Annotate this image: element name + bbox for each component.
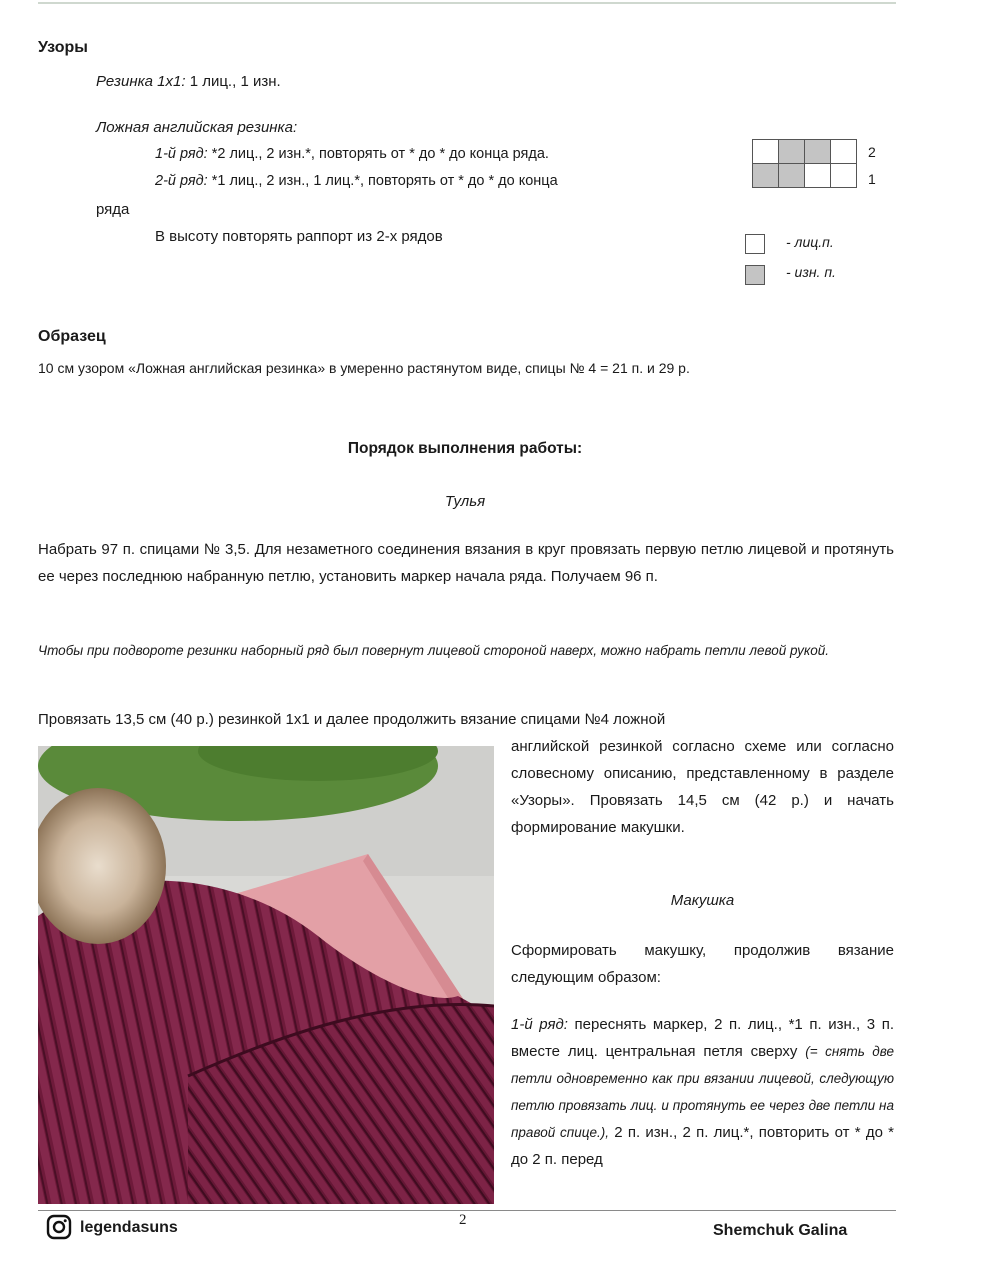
chart-cell-purl [805,140,831,164]
false-rib-title: Ложная английская резинка: [96,119,298,136]
chart-cell-purl [779,164,805,188]
sample-heading: Образец [38,328,106,345]
sample-text: 10 см узором «Ложная английская резинка» в умеренно растянутом виде, спицы № 4 = 21 п. и 29 р. [38,360,690,376]
patterns-heading: Узоры [38,39,88,56]
chart-row-1 [753,164,857,188]
footer-rule [38,1210,896,1211]
chart-row-label-2: 2 [868,144,876,160]
chart-row-label-1: 1 [868,171,876,187]
top-row1-label: 1-й ряд: [511,1016,568,1033]
para-rib-first-line: Провязать 13,5 см (40 р.) резинкой 1х1 и далее продолжить вязание спицами №4 ложной [38,711,666,728]
top-row1-note: (= снять две петли одновременно как при вязании лицевой, следующую петлю провязать лиц. и протянуть ее через две петли на правой спице.), [511,1044,894,1140]
chart-cell-knit [753,140,779,164]
para-cast-on: Набрать 97 п. спицами № 3,5. Для незаметного соединения вязания в круг провязать первую петлю лицевой и протянуть ее через последнюю набранную петлю, установить маркер начала ряда. Получаем 96 п. [38,541,894,585]
chart-cell-purl [753,164,779,188]
rib-line [96,68,281,95]
row2-text: *1 лиц., 2 изн., 1 лиц.*, повторять от * до * до конца [211,173,558,189]
note-cast-on: Чтобы при подвороте резинки наборный ряд был повернут лицевой стороной наверх, можно набрать петли левой рукой. [38,643,829,658]
rib-label: Резинка 1х1: [96,73,186,90]
legend-knit-swatch [745,234,765,254]
row1-text: *2 лиц., 2 изн.*, повторять от * до * до конца ряда. [211,146,549,162]
chart-cell-purl [779,140,805,164]
legend-purl-label: - изн. п. [786,264,836,280]
chart-cell-knit [831,140,857,164]
author-name: Shemchuk Galina [713,1222,848,1239]
chart-cell-knit [805,164,831,188]
row2-continuation: ряда [96,201,130,218]
order-heading: Порядок выполнения работы: [347,440,583,457]
para-rib-rest: английской резинкой согласно схеме или согласно словесному описанию, представленному в разделе «Узоры». Провязать 14,5 см (42 р.) и начать формирование макушки. [511,738,894,836]
top-row1-text-b: 2 п. изн., 2 п. лиц.*, повторить от * до * до 2 п. перед [511,1124,895,1168]
top-title: Макушка [670,892,735,909]
legend-purl-swatch [745,265,765,285]
top-rule [38,2,896,4]
row2-line [155,168,558,195]
legend-knit-label: - лиц.п. [786,234,834,250]
top-para: Сформировать макушку, продолжив вязание следующим образом: [511,942,894,986]
chart-cell-knit [831,164,857,188]
rib-text: 1 лиц., 1 изн. [189,73,281,90]
hat-photo [38,746,494,1204]
top-row1-text-a: переснять маркер, 2 п. лиц., *1 п. изн., 3 п. вместе лиц. центральная петля сверху [511,1016,894,1060]
chart-row-2 [753,140,857,164]
stitch-chart [752,139,857,188]
repeat-text: В высоту повторять раппорт из 2-х рядов [155,228,443,245]
crown-title: Тулья [444,493,486,510]
row2-label: 2-й ряд: [155,173,208,189]
instagram-icon [46,1214,72,1245]
row1-label: 1-й ряд: [155,146,208,162]
top-row1 [511,1011,894,1173]
row1-line [155,141,549,168]
page-number: 2 [459,1212,467,1228]
instagram-handle: legendasuns [80,1219,178,1236]
